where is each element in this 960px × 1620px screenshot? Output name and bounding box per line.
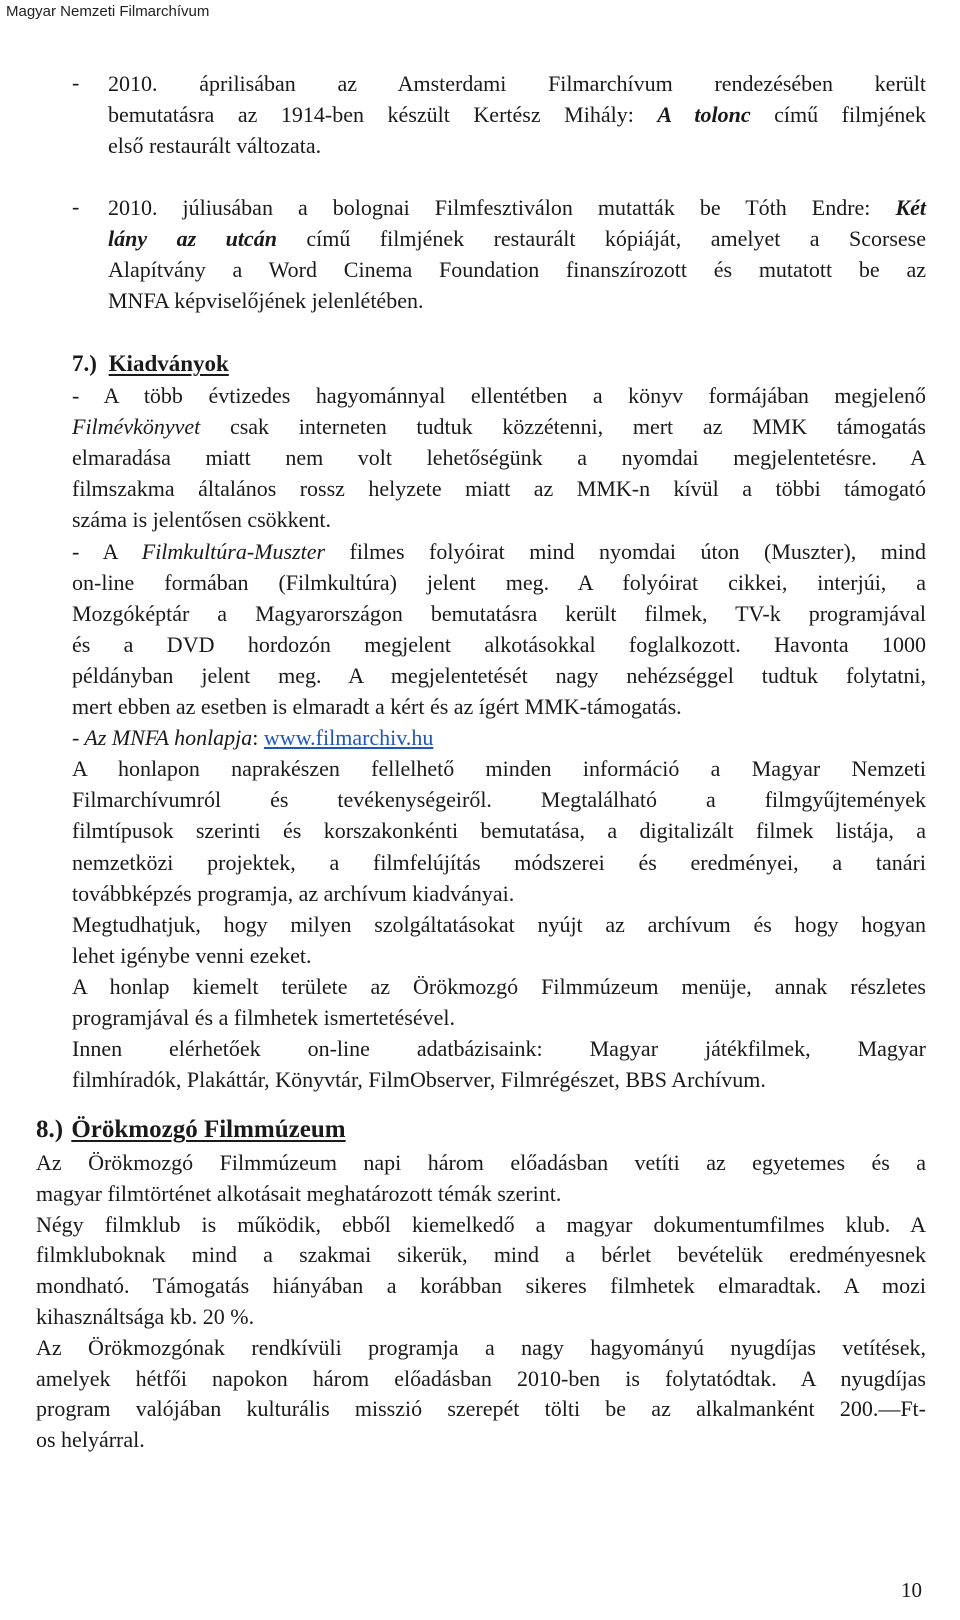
paragraph-line: Az Örökmozgónak rendkívüli programja a nagy hagyományú nyugdíjas vetítések, bbox=[36, 1334, 926, 1360]
film-title: Két bbox=[895, 195, 926, 220]
paragraph-line: A honlapon naprakészen fellelhető minden információ a Magyar Nemzeti bbox=[72, 756, 926, 782]
section-title: Kiadványok bbox=[108, 351, 229, 376]
list-item-line bbox=[108, 99, 926, 130]
paragraph-line: os helyárral. bbox=[36, 1427, 145, 1453]
italic-title: Filmkultúra-Muszter bbox=[141, 538, 326, 564]
paragraph-line: filmkluboknak mind a szakmai sikerük, mind a bérlet bevételük eredményesnek bbox=[36, 1242, 926, 1268]
italic-title: Filmévkönyvet bbox=[72, 414, 201, 440]
section-number: 7.) bbox=[72, 351, 97, 376]
list-item-line: MNFA képviselőjének jelenlétében. bbox=[108, 288, 424, 313]
list-item-line: Alapítvány a Word Cinema Foundation finanszírozott és mutatott be az bbox=[108, 257, 926, 282]
section-8-heading bbox=[36, 1114, 346, 1145]
list-item-line: első restaurált változata. bbox=[108, 133, 322, 158]
paragraph-line: példányban jelent meg. A megjelentetését nagy nehézséggel tudtuk folytatni, bbox=[72, 662, 926, 688]
paragraph-line: Filmarchívumról és tevékenységeiről. Megtalálható a filmgyűjtemények bbox=[72, 787, 926, 813]
paragraph-line: magyar filmtörténet alkotásait meghatározott témák szerint. bbox=[36, 1180, 562, 1206]
text-run: 2010. júliusában a bolognai Filmfesztiválon mutatták be Tóth Endre: bbox=[108, 195, 896, 220]
colon: : bbox=[252, 725, 264, 751]
paragraph-line: Innen elérhetőek on-line adatbázisaink: Magyar játékfilmek, Magyar bbox=[72, 1036, 926, 1062]
film-title: A tolonc bbox=[657, 102, 751, 127]
paragraph-line: on-line formában (Filmkultúra) jelent meg. A folyóirat cikkei, interjúi, a bbox=[72, 569, 926, 595]
paragraph-line: filmhíradók, Plakáttár, Könyvtár, FilmObserver, Filmrégészet, BBS Archívum. bbox=[72, 1067, 766, 1093]
website-label: - Az MNFA honlapja bbox=[72, 725, 253, 751]
list-dash: - bbox=[72, 70, 80, 95]
paragraph-line: - A több évtizedes hagyománnyal ellentétben a könyv formájában megjelenő bbox=[72, 383, 926, 408]
paragraph-line: Megtudhatjuk, hogy milyen szolgáltatásokat nyújt az archívum és hogy hogyan bbox=[72, 911, 926, 937]
paragraph-line: programjával és a filmhetek ismertetésével. bbox=[72, 1005, 456, 1030]
paragraph-line: mondható. Támogatás hiányában a korábban sikeres filmhetek elmaradtak. A mozi bbox=[36, 1273, 926, 1299]
paragraph-line: nemzetközi projektek, a filmfelújítás módszerei és eredményei, a tanári bbox=[72, 849, 926, 875]
paragraph-line: elmaradása miatt nem volt lehetőségünk a nyomdai megjelentetésre. A bbox=[72, 445, 926, 471]
paragraph-line: kihasználtsága kb. 20 %. bbox=[36, 1304, 255, 1329]
paragraph-line: továbbképzés programja, az archívum kiadványai. bbox=[72, 880, 515, 906]
list-item-line: 2010. áprilisában az Amsterdami Filmarchívum rendezésében került bbox=[108, 71, 926, 96]
page-number: 10 bbox=[901, 1578, 922, 1602]
list-item-line bbox=[108, 223, 926, 254]
text-run: című filmjének bbox=[750, 102, 926, 127]
paragraph-line: mert ebben az esetben is elmaradt a kért és az ígért MMK-támogatás. bbox=[72, 694, 682, 719]
paragraph-line: Az Örökmozgó Filmmúzeum napi három előadásban vetíti az egyetemes és a bbox=[36, 1150, 926, 1175]
paragraph-line: filmtípusok szerinti és korszakonkénti bemutatása, a digitalizált filmek listája, a bbox=[72, 818, 926, 844]
website-line bbox=[72, 722, 433, 753]
section-title: Örökmozgó Filmmúzeum bbox=[71, 1116, 346, 1143]
website-link[interactable]: www.filmarchiv.hu bbox=[263, 725, 434, 751]
paragraph-line: Mozgóképtár a Magyarországon bemutatásra került filmek, TV-k programjával bbox=[72, 600, 926, 626]
paragraph-line: Filmévkönyvet csak interneten tudtuk közzétenni, mert az MMK támogatás bbox=[72, 414, 926, 440]
text-run: bemutatásra az 1914-ben készült Kertész Mihály: bbox=[108, 102, 658, 127]
paragraph-line: filmszakma általános rossz helyzete miatt az MMK-n kívül a többi támogató bbox=[72, 476, 926, 502]
paragraph-line: Négy filmklub is működik, ebből kiemelkedő a magyar dokumentumfilmes klub. A bbox=[36, 1211, 926, 1237]
paragraph-line: száma is jelentősen csökkent. bbox=[72, 507, 332, 533]
list-item-line bbox=[108, 192, 926, 223]
paragraph-line: A honlap kiemelt területe az Örökmozgó Filmmúzeum menüje, annak részletes bbox=[72, 973, 926, 999]
text-run: című filmjének restaurált kópiáját, amelyet a Scorsese bbox=[276, 226, 926, 251]
list-dash: - bbox=[72, 194, 80, 219]
film-title: lány az utcán bbox=[108, 226, 277, 251]
section-7-heading bbox=[72, 348, 229, 379]
paragraph-line: program valójában kulturális misszió szerepét tölti be az alkalmanként 200.—Ft- bbox=[36, 1396, 926, 1422]
paragraph-line: amelyek hétfői napokon három előadásban 2010-ben is folytatódtak. A nyugdíjas bbox=[36, 1365, 926, 1391]
paragraph-line: lehet igénybe venni ezeket. bbox=[72, 942, 312, 968]
paragraph-line: - A Filmkultúra-Muszter filmes folyóirat mind nyomdai úton (Muszter), mind bbox=[72, 538, 926, 564]
paragraph-line: és a DVD hordozón megjelent alkotásokkal foglalkozott. Havonta 1000 bbox=[72, 631, 926, 657]
section-number: 8.) bbox=[36, 1116, 64, 1143]
document-header: Magyar Nemzeti Filmarchívum bbox=[6, 3, 210, 20]
